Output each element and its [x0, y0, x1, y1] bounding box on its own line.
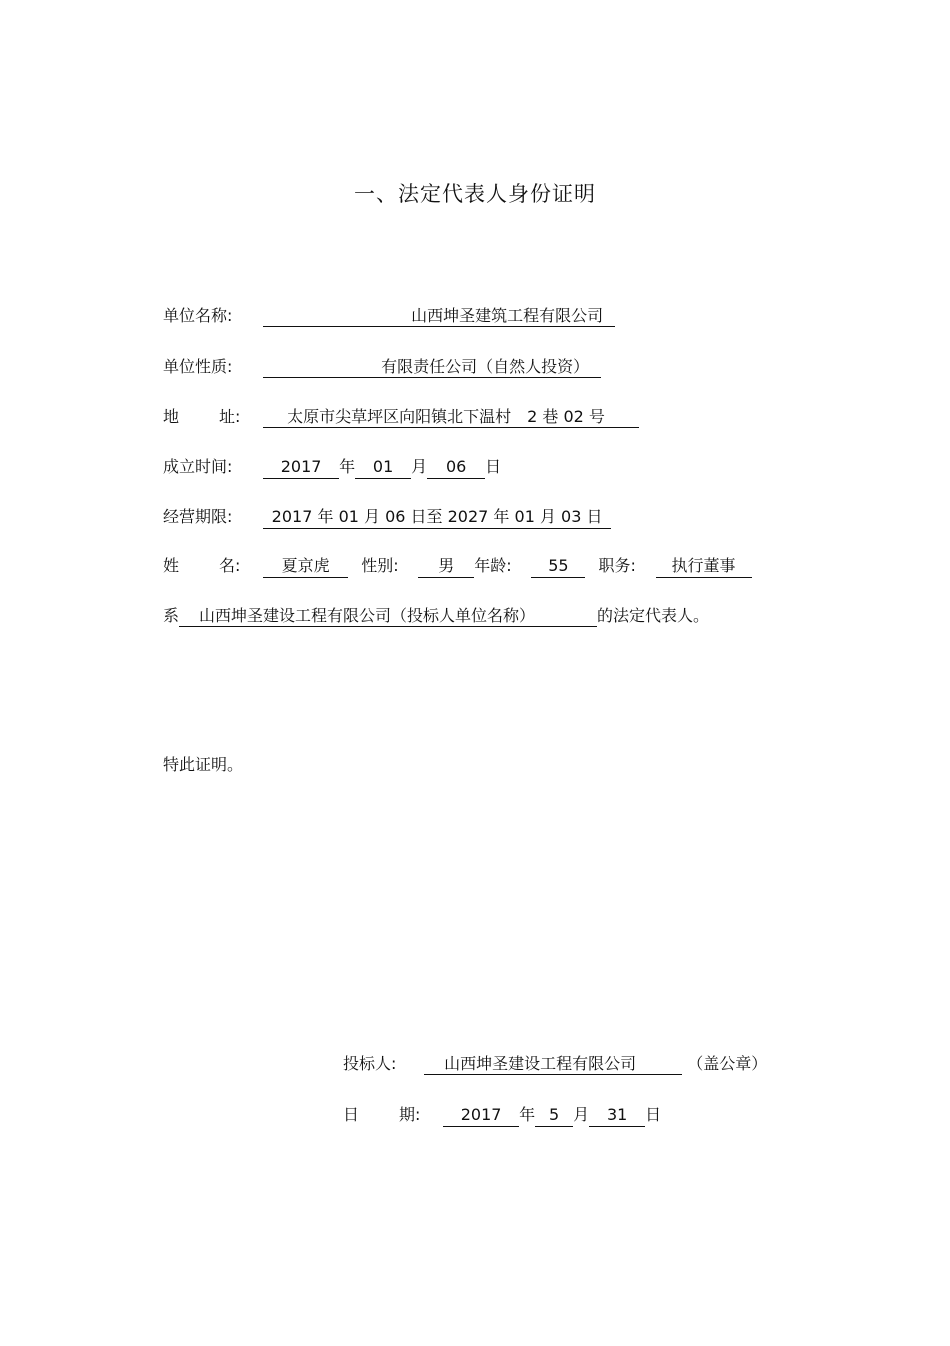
unit-nature-value: 有限责任公司（自然人投资） — [263, 356, 601, 378]
term-label: 经营期限: — [163, 507, 233, 526]
date-year-unit: 年 — [519, 1105, 536, 1124]
bidder-row — [343, 1052, 767, 1076]
founded-month-unit: 月 — [411, 457, 428, 476]
statement-company: 山西坤圣建设工程有限公司（投标人单位名称） — [179, 605, 597, 627]
person-age: 55 — [531, 555, 585, 578]
founded-year: 2017 — [263, 456, 339, 479]
unit-name-label: 单位名称: — [163, 306, 233, 325]
person-title: 执行董事 — [656, 555, 752, 578]
bidder-value: 山西坤圣建设工程有限公司 — [424, 1053, 682, 1075]
name-label-b: 名: — [219, 556, 241, 575]
founded-day: 06 — [427, 456, 485, 479]
page-title: 一、法定代表人身份证明 — [354, 182, 596, 206]
founded-day-unit: 日 — [485, 457, 502, 476]
founded-month: 01 — [355, 456, 411, 479]
statement-suffix: 的法定代表人。 — [597, 606, 710, 625]
founded-label: 成立时间: — [163, 457, 233, 476]
term-row — [163, 505, 611, 529]
founded-row — [163, 455, 501, 479]
statement-row — [163, 604, 709, 628]
address-label-a: 地 — [163, 407, 180, 426]
term-value: 2017 年 01 月 06 日至 2027 年 01 月 03 日 — [263, 506, 611, 529]
unit-name-value: 山西坤圣建筑工程有限公司 — [263, 305, 615, 327]
statement-prefix: 系 — [163, 606, 180, 625]
person-name: 夏京虎 — [263, 555, 348, 578]
date-month: 5 — [535, 1104, 573, 1127]
date-label-b: 期: — [399, 1105, 421, 1124]
date-row — [343, 1103, 661, 1127]
name-label-a: 姓 — [163, 556, 180, 575]
person-sex: 男 — [418, 555, 474, 578]
certify-text: 特此证明。 — [163, 755, 244, 774]
founded-year-unit: 年 — [339, 457, 356, 476]
unit-nature-label: 单位性质: — [163, 357, 233, 376]
date-year: 2017 — [443, 1104, 519, 1127]
address-label-b: 址: — [219, 407, 241, 426]
date-day-unit: 日 — [645, 1105, 662, 1124]
address-value: 太原市尖草坪区向阳镇北下温村 2 巷 02 号 — [263, 406, 639, 428]
unit-nature-row — [163, 355, 601, 379]
bidder-seal: （盖公章） — [687, 1054, 768, 1073]
date-month-unit: 月 — [573, 1105, 590, 1124]
person-row — [163, 554, 752, 578]
bidder-label: 投标人: — [343, 1054, 397, 1073]
unit-name-row — [163, 304, 615, 328]
sex-label: 性别: — [361, 556, 399, 575]
date-label-a: 日 — [343, 1105, 360, 1124]
date-day: 31 — [589, 1104, 645, 1127]
title-label: 职务: — [598, 556, 636, 575]
age-label: 年龄: — [474, 556, 512, 575]
address-row — [163, 405, 639, 429]
